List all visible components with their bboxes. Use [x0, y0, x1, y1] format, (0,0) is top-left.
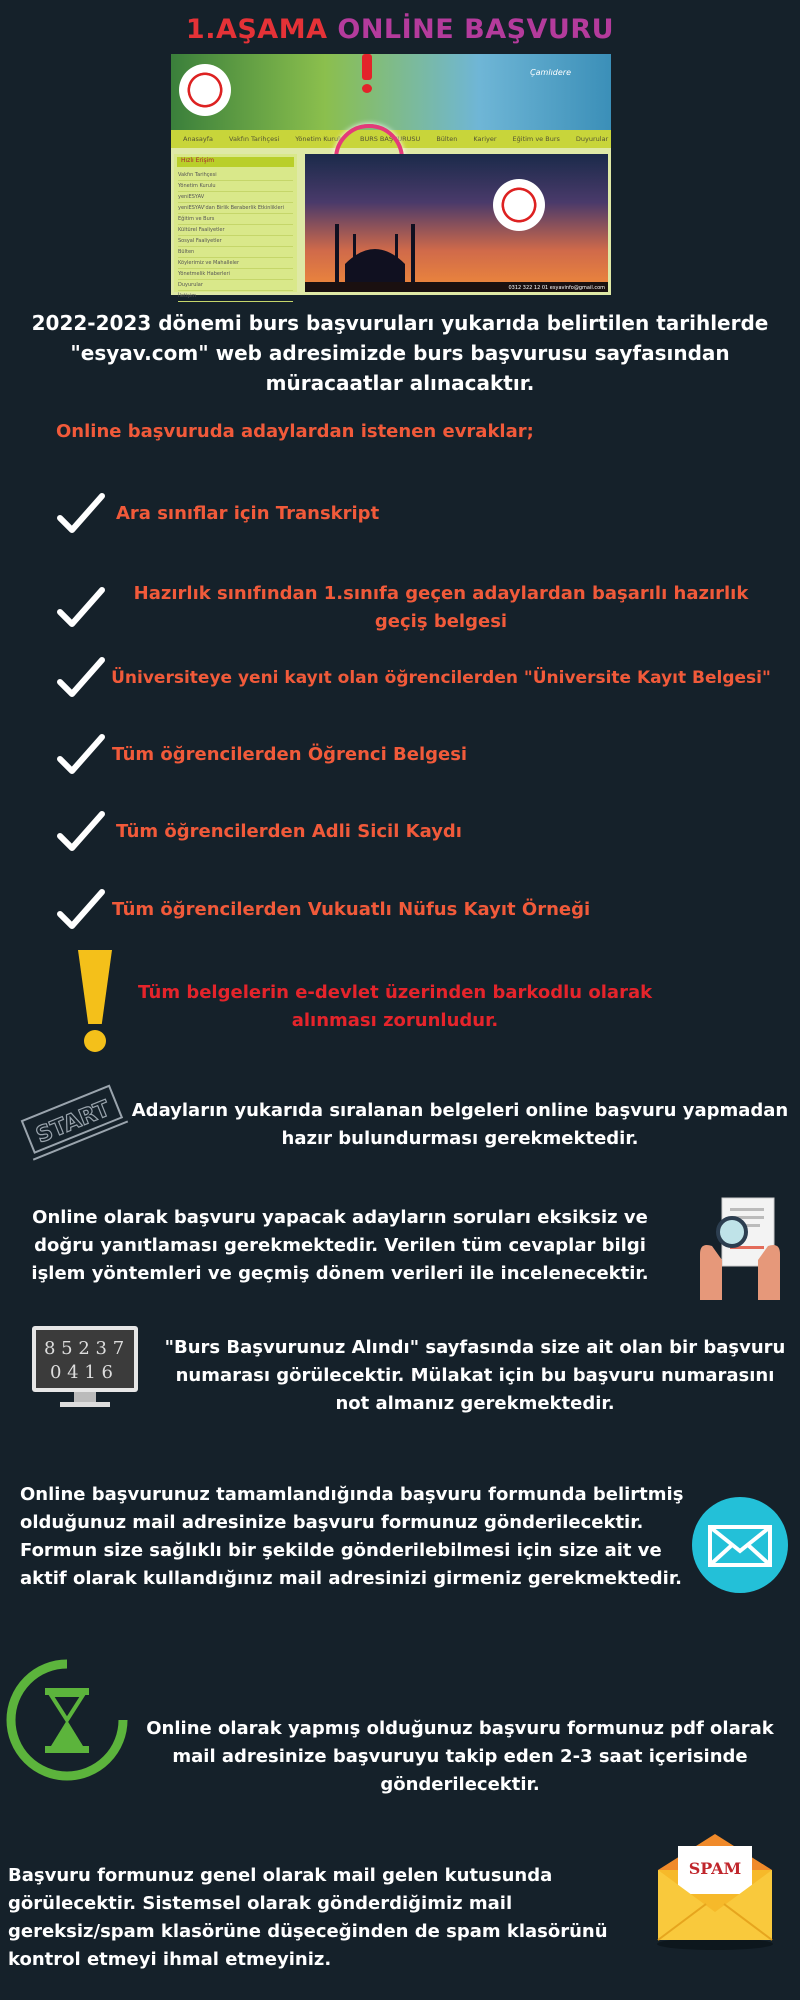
nav-item[interactable]: Eğitim ve Burs	[512, 135, 560, 143]
list-item	[56, 580, 776, 636]
title-part1: 1.AŞAMA	[185, 14, 328, 45]
check-icon	[56, 586, 106, 630]
nav-item[interactable]: Anasayfa	[183, 135, 214, 143]
check-icon	[56, 888, 106, 932]
sidebar-item[interactable]: Eğitim ve Burs	[178, 214, 293, 225]
spam-label: SPAM	[688, 1859, 742, 1878]
paragraph-spam: Başvuru formunuz genel olarak mail gelen kutusunda görülecektir. Sistemsel olarak gönderdiğimiz mail gereksiz/spam klasörüne düşeceğinden de spam klasörünü kontrol etmeyi ihmal etmeyiniz.	[8, 1865, 608, 1970]
sidebar-item[interactable]: Yönetmelik Haberleri	[178, 269, 293, 280]
site-footer: 0312 322 12 01 esyavinfo@gmail.com	[508, 285, 605, 291]
requirement-text: Üniversiteye yeni kayıt olan öğrencilerden "Üniversite Kayıt Belgesi"	[111, 668, 771, 688]
intro-text: 2022-2023 dönemi burs başvuruları yukarıda belirtilen tarihlerde "esyav.com" web adresimizde burs başvurusu sayfasından müracaatlar alınacaktır.	[31, 311, 769, 395]
check-icon	[56, 492, 106, 536]
paragraph-answers: Online olarak başvuru yapacak adayların soruları eksiksiz ve doğru yanıtlaması gerekmektedir. Verilen tüm cevaplar bilgi işlem yöntemleri ve geçmiş dönem verileri ile incelenecektir.	[31, 1207, 649, 1284]
list-item	[56, 492, 776, 536]
nav-item[interactable]: Kariyer	[473, 135, 497, 143]
start-label: START	[32, 1096, 114, 1149]
title-part2: ONLİNE BAŞVURU	[337, 14, 615, 45]
sidebar-item[interactable]: Duyurular	[178, 280, 293, 291]
nav-item[interactable]: Vakfın Tarihçesi	[229, 135, 280, 143]
nav-item[interactable]: Bülten	[436, 135, 458, 143]
exclamation-icon	[359, 54, 375, 94]
sidebar-title: Hızlı Erişim	[177, 157, 294, 167]
sidebar-item[interactable]: yeniESYAV	[178, 192, 293, 203]
paragraph-application-number: "Burs Başvurunuz Alındı" sayfasında size ait olan bir başvuru numarası görülecektir. Mülakat için bu başvuru numarasını not almanız gerekmektedir.	[164, 1337, 786, 1414]
sidebar-item[interactable]: yeniESYAV'dan Birlik Beraberlik Etkinlikleri	[178, 203, 293, 214]
monitor-numbers-icon	[30, 1324, 140, 1414]
nav-item-burs[interactable]: BURS BAŞVURUSU	[360, 135, 421, 143]
check-icon	[56, 733, 106, 777]
site-banner	[171, 54, 611, 130]
requirement-text: Tüm öğrencilerden Öğrenci Belgesi	[112, 744, 468, 765]
sidebar-item[interactable]: Köylerimiz ve Mahalleler	[178, 258, 293, 269]
sidebar-item[interactable]: Sosyal Faaliyetler	[178, 236, 293, 247]
nav-item[interactable]: Duyurular	[575, 135, 609, 143]
check-icon	[56, 656, 106, 700]
spam-envelope-icon	[650, 1832, 780, 1952]
site-logo	[179, 64, 231, 116]
sidebar-item[interactable]: Bülten	[178, 247, 293, 258]
hourglass-timer-icon	[5, 1658, 130, 1783]
start-sign-icon	[18, 1082, 128, 1162]
list-item	[56, 888, 776, 932]
requirement-text: Tüm öğrencilerden Adli Sicil Kaydı	[116, 821, 462, 842]
requirement-text: Hazırlık sınıfından 1.sınıfa geçen adaylardan başarılı hazırlık geçiş belgesi	[133, 583, 749, 632]
website-screenshot	[171, 54, 611, 299]
requirements-heading: Online başvuruda adaylardan istenen evraklar;	[56, 421, 534, 442]
check-icon	[56, 810, 106, 854]
camlidere-text: Çamlıdere	[530, 68, 571, 77]
page-title	[0, 14, 800, 45]
mosque-silhouette-icon	[305, 154, 608, 292]
list-item	[56, 810, 776, 854]
svg-text:8 5 2 3 7: 8 5 2 3 7	[44, 1338, 125, 1359]
envelope-icon	[690, 1495, 790, 1595]
warning-text: Tüm belgelerin e-devlet üzerinden barkodlu olarak alınması zorunludur.	[137, 982, 653, 1031]
paragraph-mail: Online başvurunuz tamamlandığında başvuru formunda belirtmiş olduğunuz mail adresinize başvuru formunuz gönderilecektir. Formun size sağlıklı bir şekilde gönderilebilmesi için size ait ve aktif olarak kullandığınız mail adresinizi girmeniz gerekmektedir.	[20, 1484, 684, 1589]
list-item	[56, 733, 776, 777]
svg-text:0 4 1 6: 0 4 1 6	[50, 1362, 113, 1383]
sidebar-item[interactable]: Kültürel Faaliyetler	[178, 225, 293, 236]
sidebar-item[interactable]: Vakfın Tarihçesi	[178, 170, 293, 181]
mosque-photo	[305, 154, 608, 292]
list-item	[56, 656, 776, 700]
paragraph-pdf: Online olarak yapmış olduğunuz başvuru formunuz pdf olarak mail adresinize başvuruyu takip eden 2-3 saat içerisinde gönderilecektir.	[146, 1718, 774, 1795]
esyav-logo	[493, 179, 545, 231]
requirement-text: Ara sınıflar için Transkript	[116, 503, 380, 524]
requirement-text: Tüm öğrencilerden Vukuatlı Nüfus Kayıt Örneği	[112, 899, 591, 920]
nav-item[interactable]: Yönetim Kurulu	[295, 135, 344, 143]
document-magnifier-icon	[692, 1194, 788, 1300]
paragraph-prepare: Adayların yukarıda sıralanan belgeleri online başvuru yapmadan hazır bulundurması gerekmektedir.	[131, 1100, 789, 1149]
sidebar-item[interactable]: Yönetim Kurulu	[178, 181, 293, 192]
site-sidebar	[174, 154, 297, 299]
sidebar-item[interactable]: İletişim	[178, 291, 293, 302]
